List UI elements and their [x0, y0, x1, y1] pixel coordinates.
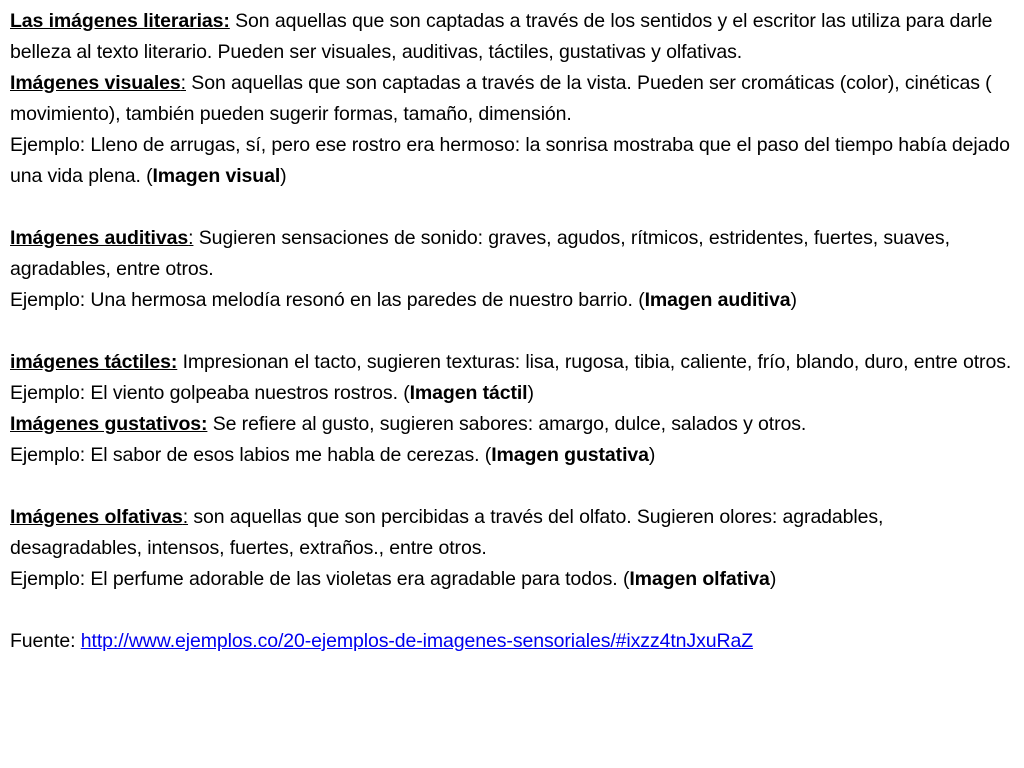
visual-example — [10, 130, 1014, 192]
auditory-example-close: ) — [790, 289, 797, 311]
literary-images-text: Son aquellas que son captadas a través de los sentidos y el escritor las utiliza para darle belleza al texto literario. Pueden ser visuales, auditivas, táctiles, gustativas y olfativas. — [10, 10, 993, 63]
spacer — [10, 471, 1014, 502]
tactile-images-heading: imágenes táctiles: — [10, 351, 178, 373]
gustatory-example-tag: Imagen gustativa — [491, 444, 649, 466]
source-label: Fuente: — [10, 630, 81, 652]
olfactory-images-colon: : — [182, 506, 189, 528]
auditory-example — [10, 285, 1014, 316]
auditory-images-heading: Imágenes auditivas — [10, 227, 189, 249]
spacer — [10, 192, 1014, 223]
gustatory-example — [10, 440, 1014, 471]
visual-example-text: Ejemplo: Lleno de arrugas, sí, pero ese rostro era hermoso: la sonrisa mostraba que el paso del tiempo había dejado una vida plena. ( — [10, 134, 1010, 187]
auditory-example-text: Ejemplo: Una hermosa melodía resonó en las paredes de nuestro barrio. ( — [10, 289, 645, 311]
gustatory-images-text: Se refiere al gusto, sugieren sabores: amargo, dulce, salados y otros. — [207, 413, 807, 435]
olfactory-images-paragraph — [10, 502, 1014, 564]
olfactory-example-tag: Imagen olfativa — [629, 568, 770, 590]
tactile-example-text: Ejemplo: El viento golpeaba nuestros rostros. ( — [10, 382, 410, 404]
tactile-images-paragraph — [10, 347, 1014, 378]
auditory-images-paragraph — [10, 223, 1014, 285]
gustatory-example-close: ) — [648, 444, 656, 466]
tactile-example — [10, 378, 1014, 409]
tactile-example-close: ) — [527, 382, 534, 404]
spacer — [10, 595, 1014, 626]
tactile-example-tag: Imagen táctil — [409, 382, 528, 404]
visual-example-close: ) — [280, 165, 287, 187]
gustatory-images-paragraph — [10, 409, 1014, 440]
source-link[interactable]: http://www.ejemplos.co/20-ejemplos-de-imagenes-sensoriales/#ixzz4tnJxuRaZ — [80, 630, 753, 652]
literary-images-paragraph — [10, 6, 1014, 68]
olfactory-images-text: son aquellas que son percibidas a través del olfato. Sugieren olores: agradables, desagradables, intensos, fuertes, extraños., entre otros. — [10, 506, 884, 559]
auditory-images-text: Sugieren sensaciones de sonido: graves, agudos, rítmicos, estridentes, fuertes, suaves, agradables, entre otros. — [10, 227, 950, 280]
auditory-images-colon: : — [188, 227, 194, 249]
visual-example-tag: Imagen visual — [152, 165, 281, 187]
tactile-images-text: Impresionan el tacto, sugieren texturas: lisa, rugosa, tibia, caliente, frío, blando, duro, entre otros. — [177, 351, 1012, 373]
slide-content — [10, 6, 1014, 657]
visual-images-heading: Imágenes visuales — [10, 72, 181, 94]
gustatory-example-text: Ejemplo: El sabor de esos labios me habla de cerezas. ( — [10, 444, 492, 466]
visual-images-paragraph — [10, 68, 1014, 130]
source-line — [10, 626, 1014, 657]
olfactory-images-heading: Imágenes olfativas — [10, 506, 183, 528]
visual-images-text: Son aquellas que son captadas a través de la vista. Pueden ser cromáticas (color), cinéticas ( movimiento), también pueden sugerir formas, tamaño, dimensión. — [10, 72, 992, 125]
olfactory-example-close: ) — [769, 568, 777, 590]
spacer — [10, 316, 1014, 347]
olfactory-example-text: Ejemplo: El perfume adorable de las violetas era agradable para todos. ( — [10, 568, 630, 590]
gustatory-images-heading: Imágenes gustativos: — [10, 413, 208, 435]
auditory-example-tag: Imagen auditiva — [644, 289, 791, 311]
literary-images-heading: Las imágenes literarias: — [10, 10, 230, 32]
visual-images-colon: : — [180, 72, 186, 94]
olfactory-example — [10, 564, 1014, 595]
